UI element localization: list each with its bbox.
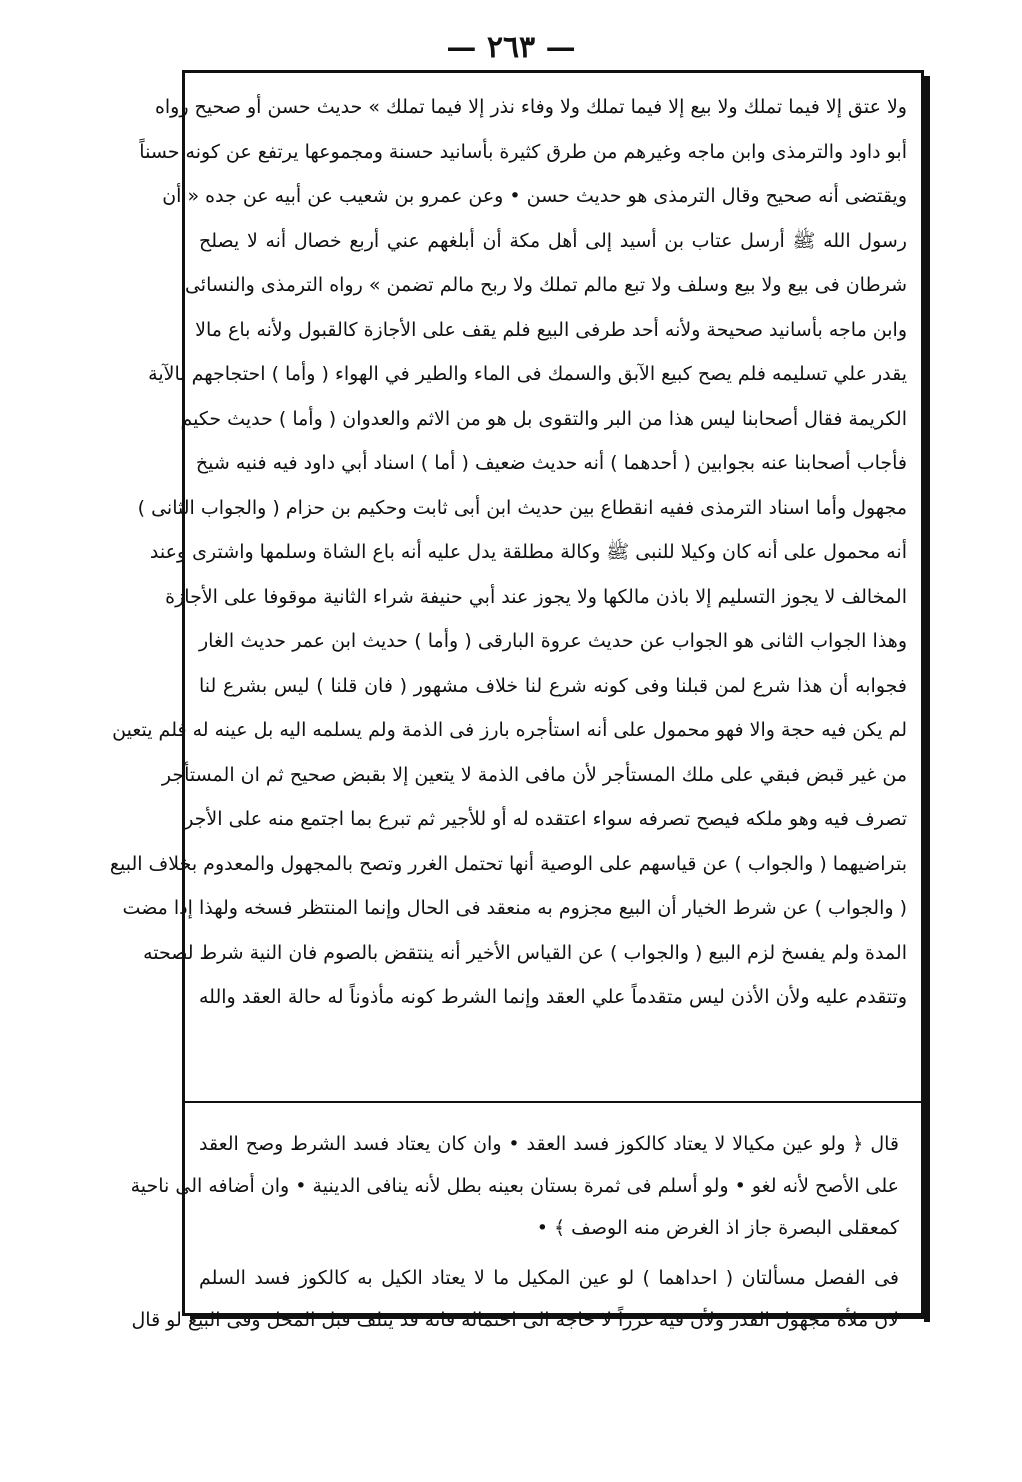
main-text-section bbox=[130, 1123, 899, 1341]
sharh-line: فى الفصل مسألتان ( احداهما ) لو عين المكيل ما لا يعتاد الكيل به كالكوز فسد السلم bbox=[199, 1267, 899, 1289]
commentary-section bbox=[109, 85, 907, 1087]
commentary-line: مجهول وأما اسناد الترمذى ففيه انقطاع بين حديث ابن أبى ثابت وحكيم بن حزام ( والجواب الثانى ) bbox=[137, 496, 907, 519]
commentary-line: أنه محمول على أنه كان وكيلا للنبى ﷺ وكالة مطلقة يدل عليه أنه باع الشاة وسلمها واشترى وعند bbox=[149, 541, 907, 563]
matn-line: كمعقلى البصرة جاز اذ الغرض منه الوصف ﴾ • bbox=[536, 1217, 899, 1239]
commentary-line: يقدر علي تسليمه فلم يصح كبيع الآبق والسمك فى الماء والطير في الهواء ( وأما ) احتجاجهم بالآية bbox=[148, 363, 907, 385]
commentary-line: شرطان فى بيع ولا بيع وسلف ولا تبع مالم تملك ولا ربح مالم تضمن » رواه الترمذى والنسائى bbox=[184, 274, 907, 296]
sharh-line: لان ملأه مجهول القدر ولأن فيه غرراً لا حاجة الى احتماله فانه قد يتلف قبل المحل وفى البيع لو قال bbox=[131, 1309, 899, 1331]
commentary-line: أبو داود والترمذى وابن ماجه وغيرهم من طرق كثيرة بأسانيد حسنة ومجموعها يرتفع عن كونه حسناً bbox=[139, 140, 907, 163]
commentary-line: من غير قبض فبقي على ملك المستأجر لأن مافى الذمة لا يتعين إلا بقبض صحيح ثم ان المستأجر bbox=[161, 763, 907, 786]
commentary-line: المدة ولم يفسخ لزم البيع ( والجواب ) عن القياس الأخير أنه ينتقض بالصوم فان النية شرط لصحته bbox=[143, 941, 907, 964]
commentary-line: الكريمة فقال أصحابنا ليس هذا من البر والتقوى بل هو من الاثم والعدوان ( وأما ) حديث حكيم bbox=[180, 407, 907, 430]
commentary-line: وتتقدم عليه ولأن الأذن ليس متقدماً علي العقد وإنما الشرط كونه مأذوناً له حالة العقد والله bbox=[199, 986, 907, 1008]
commentary-line: رسول الله ﷺ أرسل عتاب بن أسيد إلى أهل مكة أن أبلغهم عني أربع خصال أنه لا يصلح bbox=[199, 229, 907, 252]
page-frame bbox=[109, 70, 924, 1331]
matn-line: على الأصح لأنه لغو • ولو أسلم فى ثمرة بستان بعينه بطل لأنه ينافى الدينية • وان أضافه الى ناحية bbox=[130, 1175, 899, 1197]
commentary-line: فأجاب أصحابنا عنه بجوابين ( أحدهما ) أنه حديث ضعيف ( أما ) اسناد أبي داود فيه فنيه شيخ bbox=[195, 452, 907, 474]
frame-shadow-right bbox=[924, 76, 930, 1322]
commentary-line: وهذا الجواب الثانى هو الجواب عن حديث عروة البارقى ( وأما ) حديث ابن عمر حديث الغار bbox=[199, 630, 907, 652]
matn-line: قال ﴿ ولو عين مكيالا لا يعتاد كالكوز فسد العقد • وان كان يعتاد فسد الشرط وصح العقد bbox=[199, 1133, 899, 1155]
commentary-line: ويقتضى أنه صحيح وقال الترمذى هو حديث حسن • وعن عمرو بن شعيب عن أبيه عن جده « أن bbox=[162, 185, 907, 207]
commentary-line: ( والجواب ) عن شرط الخيار أن البيع مجزوم به منعقد فى الحال وإنما المنتظر فسخه ولهذا إذا مضت bbox=[122, 897, 907, 919]
commentary-line: وابن ماجه بأسانيد صحيحة ولأنه أحد طرفى البيع فلم يقف على الأجازة كالقبول ولأنه باع مالا bbox=[195, 318, 907, 341]
commentary-line: لم يكن فيه حجة والا فهو محمول على أنه استأجره بارز فى الذمة ولم يسلمه اليه بل عينه له فلم يتعين bbox=[112, 719, 907, 741]
commentary-line: المخالف لا يجوز التسليم إلا باذن مالكها ولا يجوز عند أبي حنيفة شراء الثانية موقوفا على الأجازة bbox=[165, 585, 907, 608]
commentary-line: بتراضيهما ( والجواب ) عن قياسهم على الوصية أنها تحتمل الغرر وتصح بالمجهول والمعدوم بخلاف البيع bbox=[109, 852, 907, 875]
commentary-line: فجوابه أن هذا شرع لمن قبلنا وفى كونه شرع لنا خلاف مشهور ( فان قلنا ) ليس بشرع لنا bbox=[199, 674, 907, 697]
commentary-line: ولا عتق إلا فيما تملك ولا بيع إلا فيما تملك ولا وفاء نذر إلا فيما تملك » حديث حسن أو صحيح رواه bbox=[154, 96, 907, 118]
page-number: — ٢٦٣ — bbox=[446, 30, 576, 65]
section-divider bbox=[185, 1101, 921, 1103]
commentary-line: تصرف فيه وهو ملكه فيصح تصرفه سواء اعتقده له أو للأجير ثم تبرع بما اجتمع منه على الأجر bbox=[184, 808, 907, 830]
